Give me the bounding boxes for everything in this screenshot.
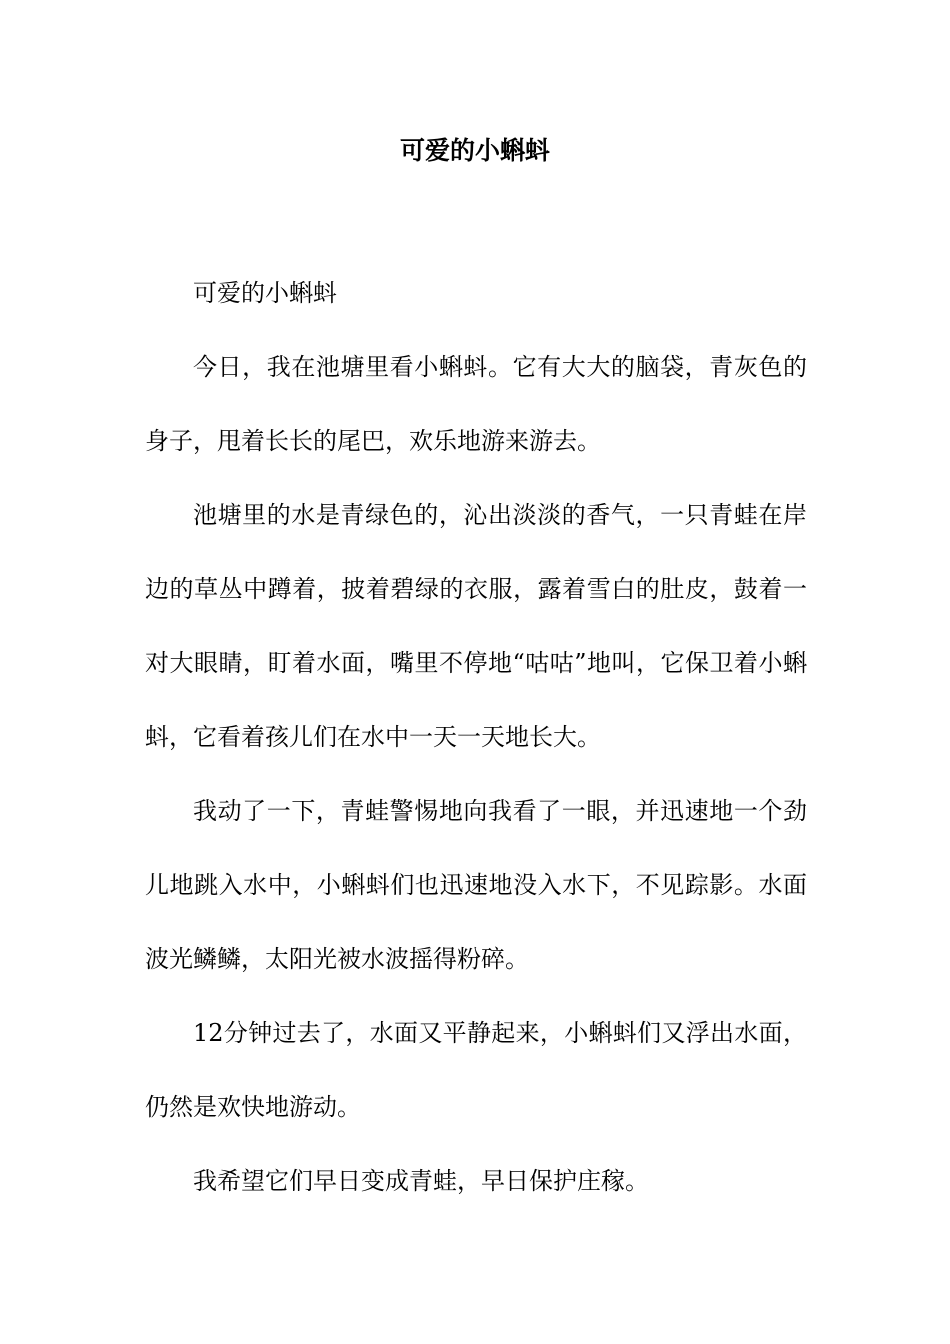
document-title: 可爱的小蝌蚪 <box>399 136 550 165</box>
paragraph-pond-and-frog: 池塘里的水是青绿色的，沁出淡淡的香气，一只青蛙在岸边的草丛中蹲着，披着碧绿的衣服，露着雪白的肚皮，鼓着一对大眼睛，盯着水面，嘴里不停地“咕咕”地叫，它保卫着小蝌蚪，它看着孩儿们在水中一天一天地长大。 <box>145 501 807 751</box>
paragraph-calm-water: 12分钟过去了，水面又平静起来，小蝌蚪们又浮出水面，仍然是欢快地游动。 <box>145 1019 807 1121</box>
paragraph-tadpole-description: 今日，我在池塘里看小蝌蚪。它有大大的脑袋，青灰色的身子，甩着长长的尾巴，欢乐地游来游去。 <box>145 353 807 455</box>
paragraph-subtitle: 可爱的小蝌蚪 <box>193 279 337 307</box>
paragraph-frog-jumps: 我动了一下，青蛙警惕地向我看了一眼，并迅速地一个劲儿地跳入水中，小蝌蚪们也迅速地没入水下，不见踪影。水面波光鳞鳞，太阳光被水波摇得粉碎。 <box>145 797 807 973</box>
paragraph-wish: 我希望它们早日变成青蛙，早日保护庄稼。 <box>193 1167 649 1195</box>
document-body <box>145 256 807 1218</box>
